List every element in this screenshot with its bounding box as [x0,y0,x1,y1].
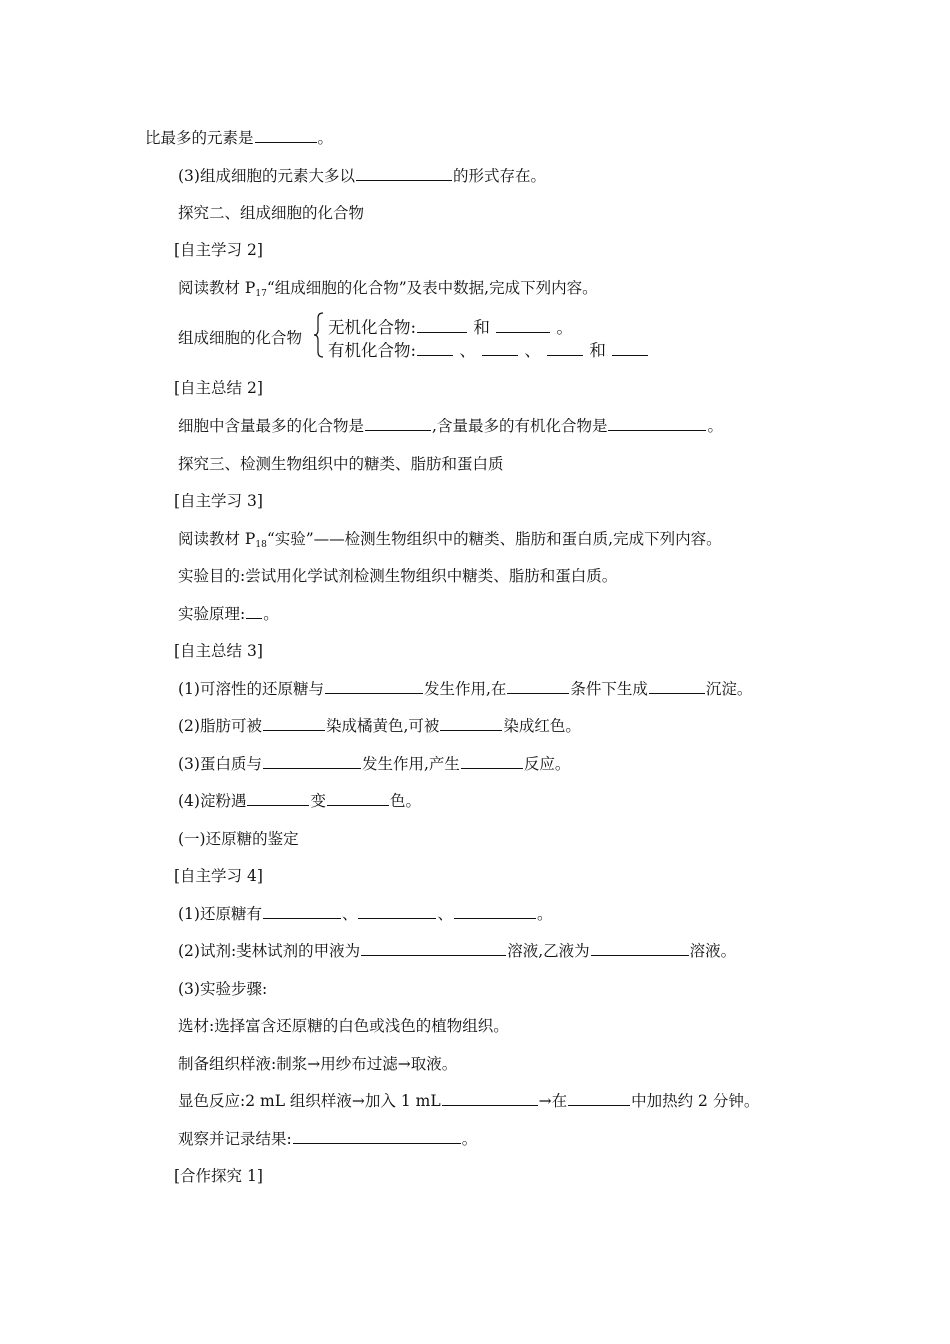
text: (3)蛋白质与 [178,755,262,773]
answer-blank[interactable] [461,754,523,769]
text: (2)试剂:斐林试剂的甲液为 [178,942,361,960]
curly-brace-icon [313,312,325,358]
text-line-observe-record [178,1129,477,1149]
text-line-experiment-purpose: 实验目的:尝试用化学试剂检测生物组织中糖类、脂肪和蛋白质。 [178,567,618,585]
text: 沉淀。 [705,680,753,698]
text: (1)可溶性的还原糖与 [178,680,324,698]
text: “实验”——检测生物组织中的糖类、脂肪和蛋白质,完成下列内容。 [266,530,722,548]
text-line-starch-color [178,791,421,811]
organic-compounds-line [328,337,649,361]
text: 发生作用,产生 [361,755,460,773]
text-line-protein-reaction [178,754,570,774]
subsection-heading-reducing-sugar: (一)还原糖的鉴定 [178,830,299,848]
brace-label: 组成细胞的化合物 [178,329,303,347]
answer-blank[interactable] [482,341,518,356]
label-self-study-4: [自主学习 4] [174,867,263,885]
text: →在 [538,1092,568,1110]
text: 发生作用,在 [423,680,507,698]
section-heading-detection: 探究三、检测生物组织中的糖类、脂肪和蛋白质 [178,455,504,473]
answer-blank[interactable] [255,128,317,143]
text: 和 [589,341,606,360]
text: 无机化合物: [328,318,417,337]
text: 。 [707,417,723,435]
text: 的形式存在。 [452,167,546,185]
answer-blank[interactable] [649,679,705,694]
text: 、 [459,341,476,360]
text: 细胞中含量最多的化合物是 [178,417,365,435]
answer-blank[interactable] [263,716,325,731]
text-line-experiment-principle [178,604,279,624]
text: 条件下生成 [570,680,648,698]
text: 染成橘黄色,可被 [325,717,440,735]
answer-blank[interactable] [263,904,341,919]
answer-blank[interactable] [293,1129,461,1144]
answer-blank[interactable] [608,416,706,431]
text-line-experiment-steps: (3)实验步骤: [178,980,268,998]
label-self-summary-3: [自主总结 3] [174,642,263,660]
page-number: 17 [255,289,267,299]
text: ,含量最多的有机化合物是 [432,417,608,435]
text: 。 [537,905,553,923]
text: 和 [473,318,490,337]
text: 。 [556,318,573,337]
answer-blank[interactable] [356,166,452,181]
text: (2)脂肪可被 [178,717,262,735]
text-line-read-p18 [178,529,722,555]
text: 有机化合物: [328,341,417,360]
answer-blank[interactable] [417,341,453,356]
answer-blank[interactable] [417,318,467,333]
text: (1)还原糖有 [178,905,262,923]
answer-blank[interactable] [442,1091,538,1106]
text: (3)组成细胞的元素大多以 [178,167,355,185]
answer-blank[interactable] [507,679,569,694]
answer-blank[interactable] [246,604,262,619]
answer-blank[interactable] [568,1091,630,1106]
text: 。 [317,129,334,147]
text-line-most-compound [178,416,723,436]
text: 显色反应:2 mL 组织样液→加入 1 mL [178,1092,441,1110]
answer-blank[interactable] [496,318,550,333]
text-line-fehling-reagent [178,941,736,961]
text: 阅读教材 P [178,279,256,297]
label-self-study-2: [自主学习 2] [174,241,263,259]
answer-blank[interactable] [247,791,309,806]
text: “组成细胞的化合物”及表中数据,完成下列内容。 [266,279,598,297]
answer-blank[interactable] [454,904,536,919]
answer-blank[interactable] [327,791,389,806]
text: 、 [524,341,541,360]
answer-blank[interactable] [591,941,689,956]
text: 。 [461,1130,478,1148]
text-line-sample-prep: 制备组织样液:制浆→用纱布过滤→取液。 [178,1055,458,1073]
answer-blank[interactable] [612,341,648,356]
text: 实验原理: [178,605,246,623]
text: 比最多的元素是 [145,129,254,147]
text: 中加热约 2 分钟。 [631,1092,760,1110]
text: 变 [310,792,326,810]
text-line-most-element [145,128,333,148]
text-line-color-reaction [178,1091,759,1111]
text-line-reducing-sugars-list [178,904,553,924]
answer-blank[interactable] [440,716,502,731]
inorganic-compounds-line [328,314,573,338]
answer-blank[interactable] [361,941,506,956]
text-line-read-p17 [178,278,598,304]
text: 。 [263,605,279,623]
page-number: 18 [255,540,267,550]
answer-blank[interactable] [547,341,583,356]
label-cooperative-inquiry-1: [合作探究 1] [174,1167,263,1185]
text: 溶液,乙液为 [507,942,590,960]
text-line-element-form [178,166,546,186]
text: 观察并记录结果: [178,1130,292,1148]
answer-blank[interactable] [325,679,423,694]
text-line-fat-staining [178,716,581,736]
text: 反应。 [523,755,571,773]
label-self-summary-2: [自主总结 2] [174,379,263,397]
answer-blank[interactable] [263,754,361,769]
answer-blank[interactable] [365,416,431,431]
text-line-material-selection: 选材:选择富含还原糖的白色或浅色的植物组织。 [178,1017,509,1035]
text-line-reducing-sugar-reaction [178,679,752,699]
section-heading-compounds: 探究二、组成细胞的化合物 [178,204,365,222]
text: 染成红色。 [503,717,581,735]
text: 色。 [389,792,421,810]
label-self-study-3: [自主学习 3] [174,492,263,510]
text: (4)淀粉遇 [178,792,247,810]
text: 溶液。 [689,942,737,960]
text: 、 [341,905,358,923]
text: 、 [437,905,453,923]
answer-blank[interactable] [358,904,436,919]
text: 阅读教材 P [178,530,256,548]
